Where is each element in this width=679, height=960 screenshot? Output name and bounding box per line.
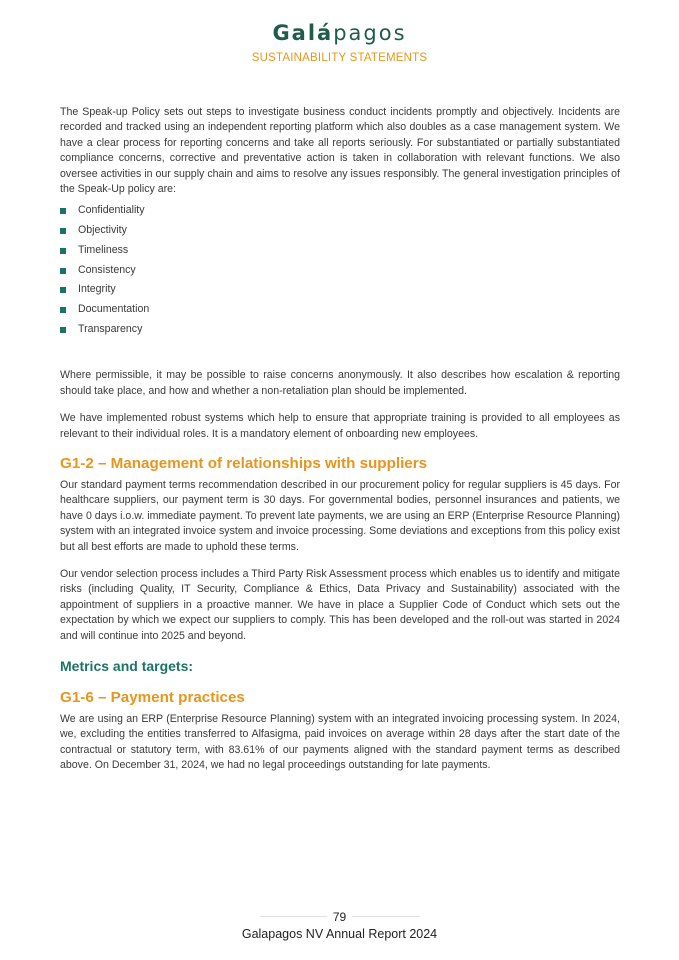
section-subtitle: SUSTAINABILITY STATEMENTS xyxy=(251,52,428,64)
square-bullet-icon xyxy=(60,268,66,274)
list-item-label: Transparency xyxy=(78,322,143,335)
list-item-label: Integrity xyxy=(78,283,116,296)
square-bullet-icon xyxy=(60,228,66,234)
vendor-selection-paragraph: Our vendor selection process includes a Third Party Risk Assessment process which enables us to identify and mitigate risks (including Quality, IT Security, Compliance & Ethics, Data Privacy and Sustainability) associated with the appointment of suppliers in a proactive manner. We have in place a Supplier Code of Conduct which sets out the expectation by which we expect our suppliers to comply. This has been developed and the roll-out was started in 2024 and will continue into 2025 and beyond. xyxy=(60,568,620,642)
list-item xyxy=(60,280,620,300)
speakup-intro-paragraph: The Speak-up Policy sets out steps to investigate business conduct incidents promptly and objectively. Incidents are recorded and tracked using an independent reporting platform which also doubles as a case management system. We have a clear process for reporting concerns and take all reports seriously. For substantiated or partially substantiated compliance concerns, corrective and preventative action is taken in collaboration with relevant functions. We also oversee activities in our supply chain and aims to resolve any issues responsibly. The general investigation principles of the Speak-Up policy are: xyxy=(60,106,620,196)
logo-bold-text: Galá xyxy=(272,21,334,45)
payment-terms-paragraph: Our standard payment terms recommendation described in our procurement policy for regular suppliers is 45 days. For healthcare suppliers, our payment term is 30 days. For governmental bodies, personnel insurances and patients, we have 0 days i.o.w. immediate payment. To prevent late payments, we are using an ERP (Enterprise Resource Planning) system with an integrated invoice system and invoice processing. Some deviations and exceptions from this policy exist but all best efforts are made to uphold these terms. xyxy=(60,478,620,553)
square-bullet-icon xyxy=(60,287,66,293)
list-item-label: Documentation xyxy=(78,302,150,315)
page-header xyxy=(0,20,679,64)
list-item-label: Consistency xyxy=(78,263,136,276)
report-title: Galapagos NV Annual Report 2024 xyxy=(241,927,438,941)
logo-light-text: pagos xyxy=(333,21,407,45)
list-item-label: Objectivity xyxy=(78,224,127,237)
list-item xyxy=(60,300,620,320)
page-number: 79 xyxy=(327,909,352,925)
list-item xyxy=(60,261,620,281)
g1-6-heading: G1-6 – Payment practices xyxy=(60,689,245,707)
square-bullet-icon xyxy=(60,208,66,214)
square-bullet-icon xyxy=(60,307,66,313)
list-item xyxy=(60,201,620,221)
principles-list xyxy=(60,201,620,339)
square-bullet-icon xyxy=(60,327,66,333)
list-item xyxy=(60,320,620,340)
galapagos-logo xyxy=(0,20,679,46)
list-item-label: Confidentiality xyxy=(78,204,145,217)
anonymous-reporting-paragraph: Where permissible, it may be possible to raise concerns anonymously. It also describes how escalation & reporting should take place, and how and whether a non-retaliation plan should be implemented. xyxy=(60,369,620,397)
list-item xyxy=(60,221,620,241)
page-content xyxy=(60,105,620,774)
training-paragraph: We have implemented robust systems which help to ensure that appropriate training is provided to all employees as relevant to their individual roles. It is a mandatory element of onboarding new employees. xyxy=(60,412,620,440)
g1-2-heading: G1-2 – Management of relationships with suppliers xyxy=(60,454,428,472)
list-item xyxy=(60,241,620,261)
page-footer xyxy=(0,908,679,941)
metrics-targets-heading: Metrics and targets: xyxy=(60,658,194,675)
list-item-label: Timeliness xyxy=(78,243,129,256)
payment-practices-paragraph: We are using an ERP (Enterprise Resource Planning) system with an integrated invoicing processing system. In 2024, we, excluding the entities transferred to Alfasigma, paid invoices on average within 28 days after the start date of the contractual or statutory term, with 83.61% of our payments aligned with the standard payment terms as described above. On December 31, 2024, we had no legal proceedings outstanding for late payments. xyxy=(60,713,620,772)
square-bullet-icon xyxy=(60,248,66,254)
